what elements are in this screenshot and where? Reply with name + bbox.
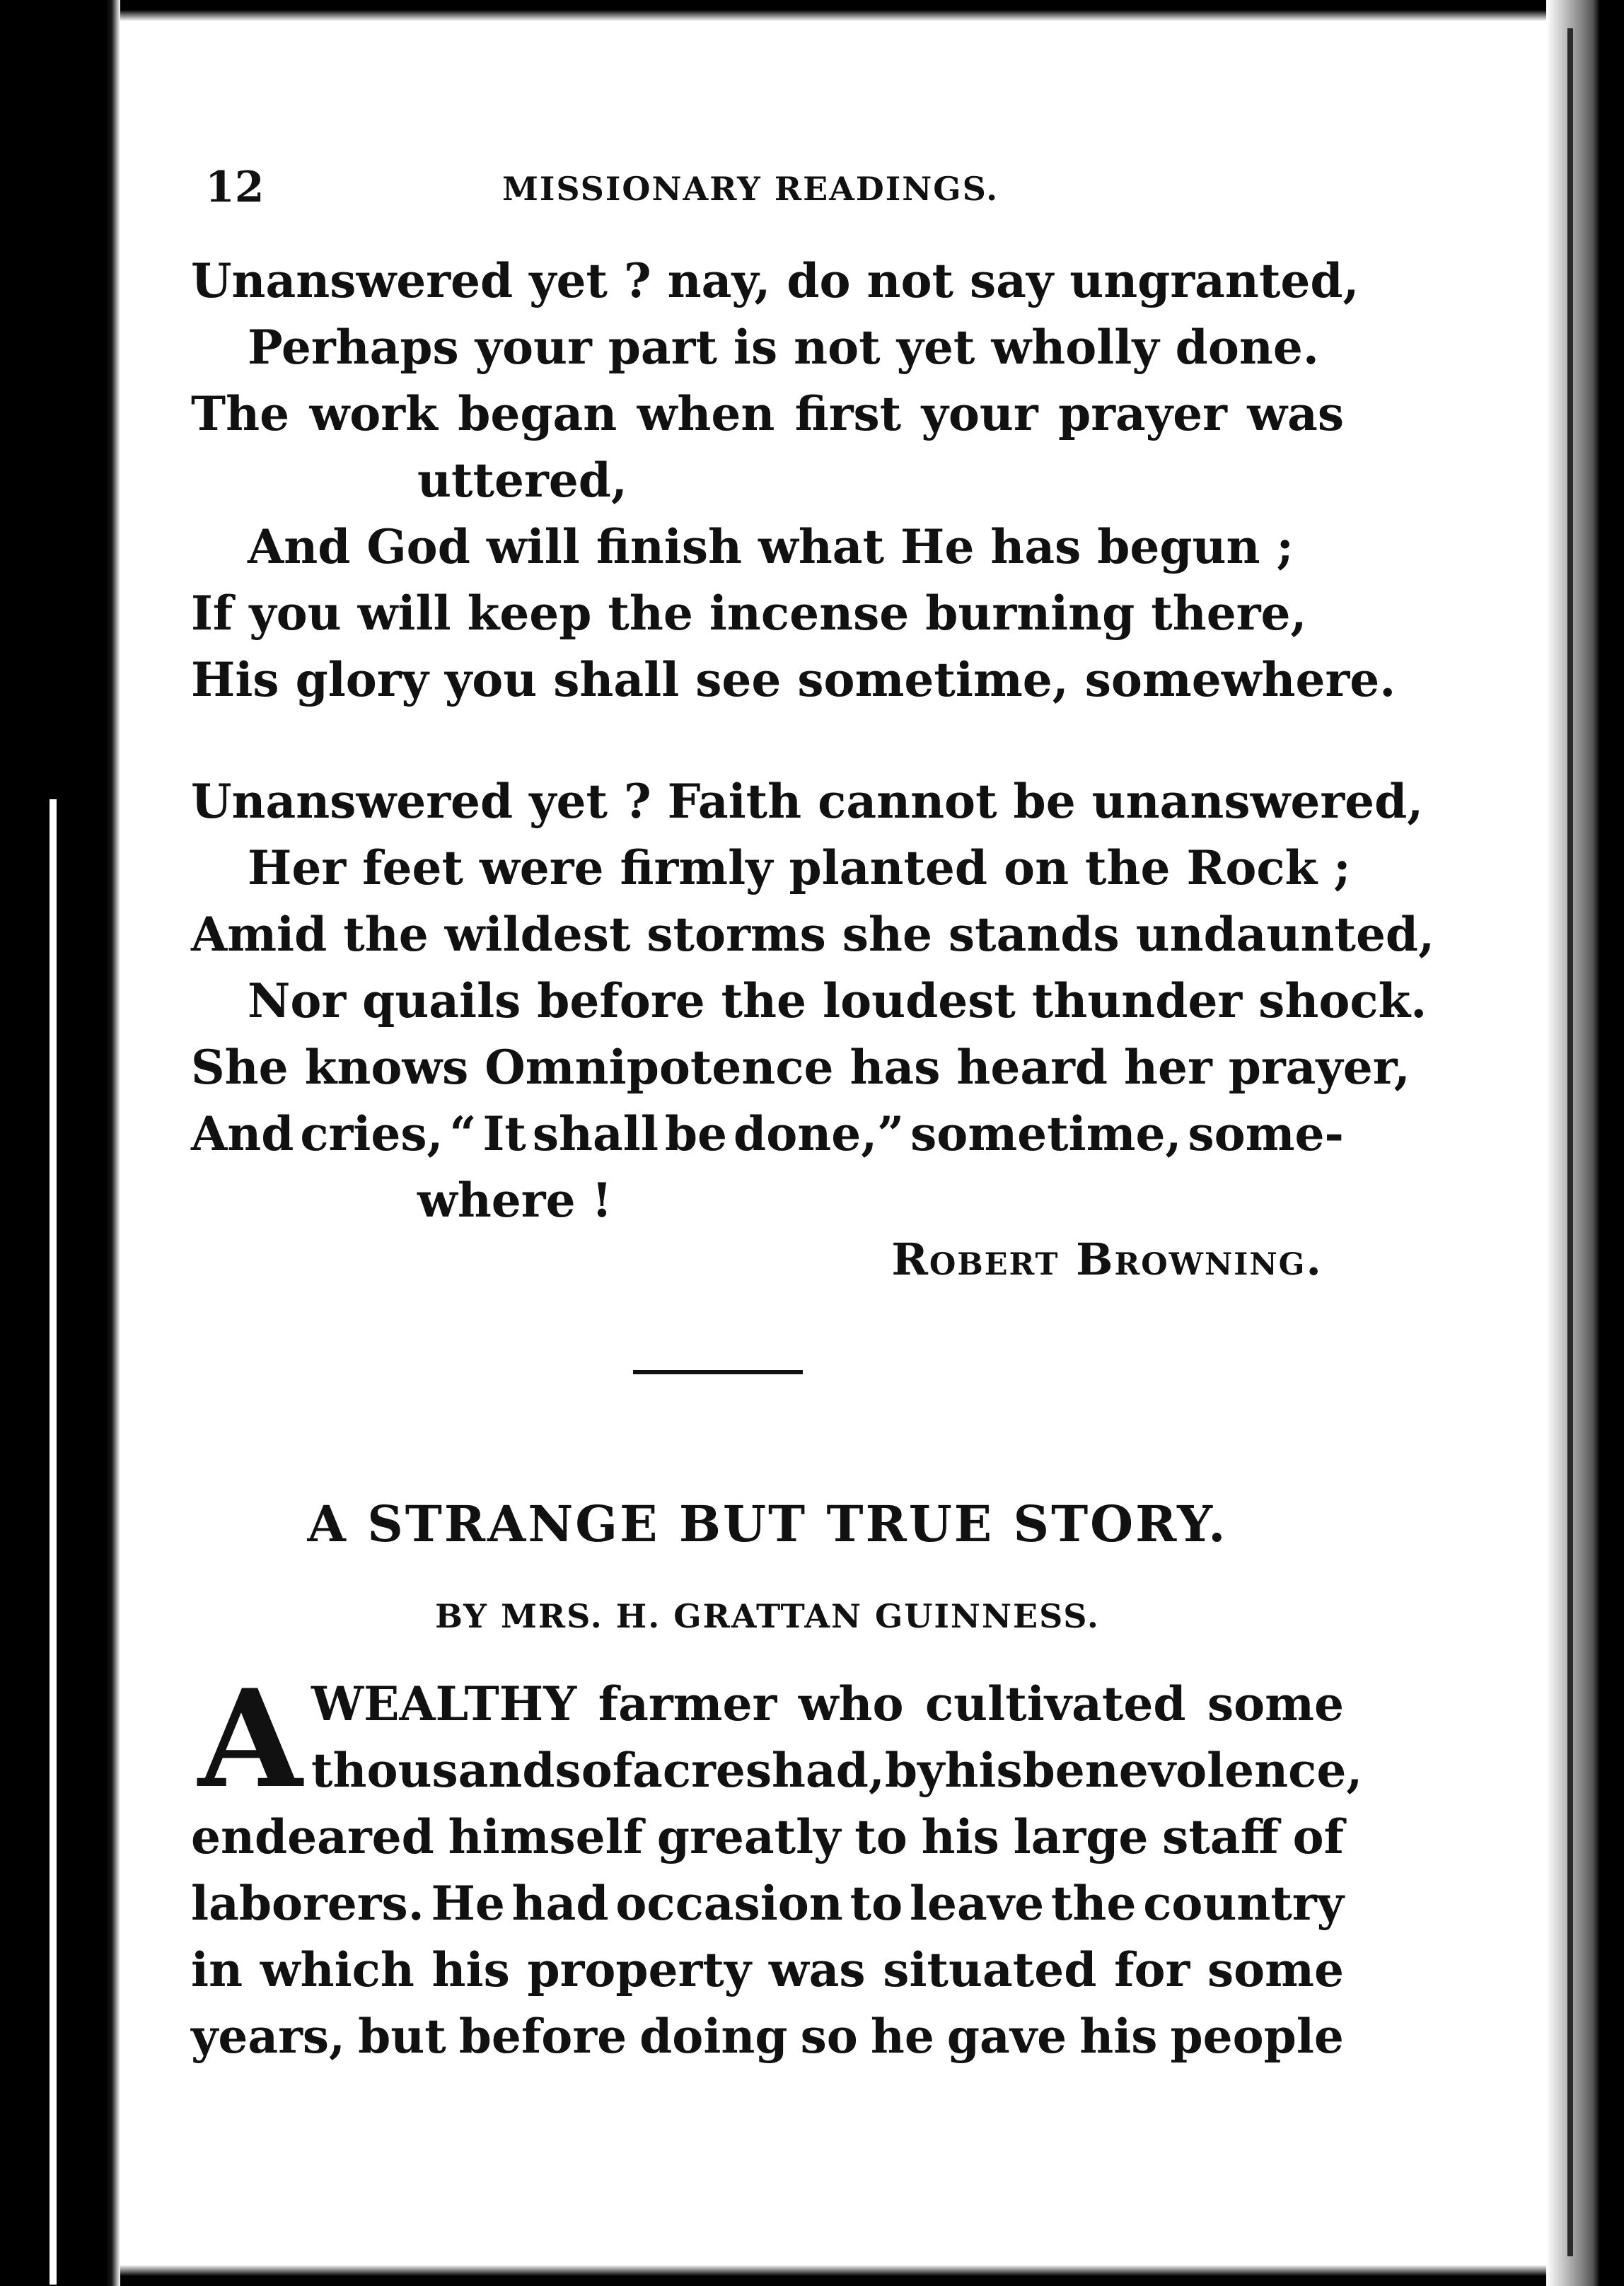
drop-cap: A bbox=[198, 1660, 303, 1818]
poem-line: uttered, bbox=[417, 453, 627, 508]
story-body bbox=[191, 1660, 1363, 2070]
story-title: A STRANGE BUT TRUE STORY. bbox=[307, 1495, 1228, 1553]
poem-line: If you will keep the incense burning there, bbox=[191, 586, 1307, 641]
poem-line: Amid the wildest storms she stands undaunted, bbox=[191, 907, 1435, 962]
poem-line: Unanswered yet ? Faith cannot be unanswered, bbox=[191, 774, 1424, 829]
story-line: years, but before doing so he gave his people bbox=[191, 2009, 1344, 2064]
poem-author: Robert Browning. bbox=[891, 1234, 1323, 1285]
poem-stanza bbox=[191, 768, 1435, 1234]
story-line: laborers. He had occasion to leave the country bbox=[191, 1876, 1344, 1931]
page-number: 12 bbox=[205, 163, 265, 212]
story-line: endeared himself greatly to his large staff of bbox=[191, 1809, 1344, 1864]
poem-line: Perhaps your part is not yet wholly done. bbox=[248, 320, 1319, 375]
scan-edge-top bbox=[0, 0, 1624, 21]
scan-edge-bottom bbox=[0, 2265, 1624, 2286]
poem-line: Unanswered yet ? nay, do not say ungranted, bbox=[191, 253, 1359, 308]
running-title: MISSIONARY READINGS. bbox=[502, 170, 999, 208]
poem-line: She knows Omnipotence has heard her prayer, bbox=[191, 1040, 1410, 1095]
poem-line: And cries, “ It shall be done,” sometime, some- bbox=[191, 1106, 1344, 1161]
book-page bbox=[191, 156, 1435, 2070]
poem-line: The work began when first your prayer was bbox=[191, 386, 1344, 441]
scan-edge-left bbox=[0, 0, 120, 2286]
scan-edge-left-strip bbox=[50, 799, 57, 2285]
poem-line: Her feet were firmly planted on the Rock ; bbox=[248, 840, 1351, 895]
story-byline: BY MRS. H. GRATTAN GUINNESS. bbox=[435, 1597, 1100, 1635]
running-head bbox=[191, 156, 1344, 212]
poem-stanza bbox=[191, 248, 1396, 713]
story-line: thousands of acres had, by his benevolence, bbox=[311, 1743, 1363, 1798]
poem-line: His glory you shall see sometime, somewhere. bbox=[191, 652, 1396, 707]
scan-edge-right bbox=[1546, 0, 1624, 2286]
story-line: in which his property was situated for some bbox=[191, 1942, 1344, 1997]
section-divider bbox=[633, 1370, 803, 1374]
poem-line: And God will finish what He has begun ; bbox=[248, 519, 1294, 574]
story-line: WEALTHY farmer who cultivated some bbox=[311, 1676, 1344, 1731]
poem bbox=[191, 248, 1435, 1234]
poem-line: where ! bbox=[417, 1173, 613, 1228]
poem-line: Nor quails before the loudest thunder shock. bbox=[248, 973, 1427, 1028]
scan-edge-right-line bbox=[1567, 28, 1573, 2256]
